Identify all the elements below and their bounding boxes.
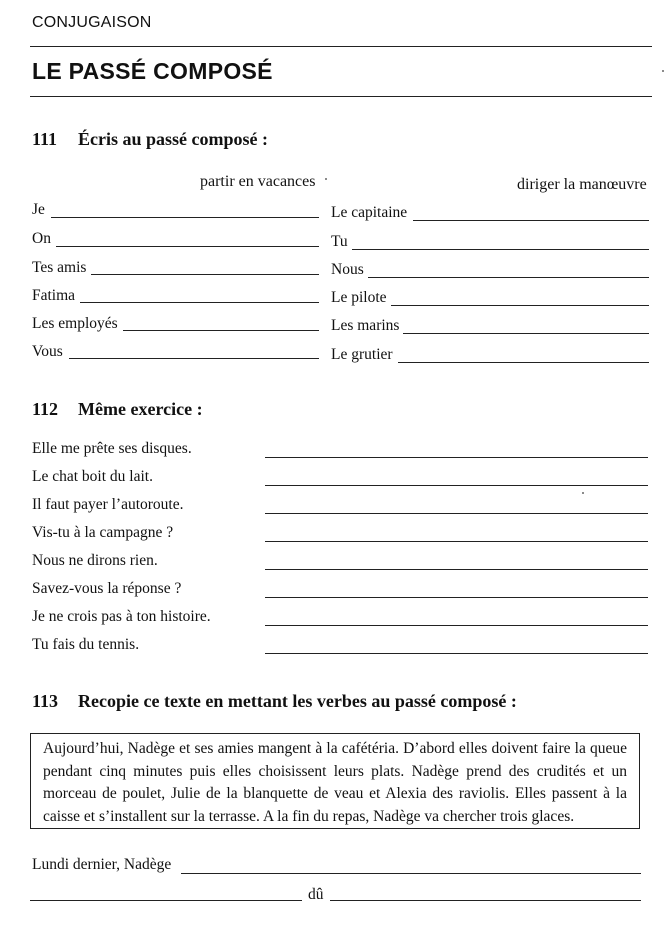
- exercise-113-number: 113: [32, 691, 59, 711]
- ex112-sentence: Nous ne dirons rien.: [32, 552, 158, 569]
- exercise-113-text-box: [30, 733, 640, 829]
- ex111-right-subject: Les marins: [331, 317, 400, 334]
- ex111-right-subject: Le grutier: [331, 346, 393, 363]
- header-top-rule: [30, 46, 652, 47]
- scan-speck: [662, 70, 664, 72]
- category-label: CONJUGAISON: [32, 14, 152, 31]
- ex111-left-subject: Je: [32, 201, 45, 218]
- ex112-sentence: Le chat boit du lait.: [32, 468, 153, 485]
- exercise-111-number: 111: [32, 129, 58, 149]
- scan-speck: [325, 178, 327, 180]
- exercise-111-left-verb: partir en vacances: [200, 173, 316, 190]
- exercise-113-instruction: Recopie ce texte en mettant les verbes au passé composé :: [78, 691, 517, 711]
- answer-line[interactable]: [398, 362, 649, 363]
- answer-start-text: Lundi dernier, Nadège: [32, 856, 172, 873]
- answer-line[interactable]: [91, 274, 319, 275]
- scan-speck: [582, 492, 584, 494]
- answer-line[interactable]: [123, 330, 319, 331]
- exercise-113-text: Aujourd’hui, Nadège et ses amies mangent à la cafétéria. D’abord elles doivent faire la queue pendant cinq minutes puis elles choisissent leurs plats. Nadège prend des crudités et un morceau de poulet, Julie de la blanquette de veau et Alexia des raviolis. Elles passent à la caisse et s’installent sur la terrasse. A la fin du repas, Nadège va chercher trois glaces.: [43, 740, 627, 825]
- answer-line[interactable]: [368, 277, 649, 278]
- ex111-right-subject: Nous: [331, 261, 364, 278]
- answer-line[interactable]: [265, 569, 648, 570]
- answer-middle-text: dû: [308, 886, 324, 903]
- answer-line[interactable]: [265, 485, 648, 486]
- exercise-112-instruction: Même exercice :: [78, 399, 203, 419]
- answer-line[interactable]: [265, 513, 648, 514]
- ex111-right-subject: Tu: [331, 233, 348, 250]
- answer-line[interactable]: [403, 333, 649, 334]
- exercise-111-instruction: Écris au passé composé :: [78, 129, 268, 149]
- ex111-right-subject: Le capitaine: [331, 204, 408, 221]
- answer-line[interactable]: [391, 305, 649, 306]
- ex112-sentence: Je ne crois pas à ton histoire.: [32, 608, 211, 625]
- answer-line[interactable]: [56, 246, 319, 247]
- answer-line[interactable]: [181, 873, 641, 874]
- ex111-left-subject: On: [32, 230, 51, 247]
- answer-line[interactable]: [80, 302, 319, 303]
- answer-line[interactable]: [30, 900, 302, 901]
- answer-line[interactable]: [265, 457, 648, 458]
- ex111-left-subject: Fatima: [32, 287, 76, 304]
- answer-line[interactable]: [265, 653, 648, 654]
- answer-line[interactable]: [265, 541, 648, 542]
- ex111-left-subject: Tes amis: [32, 259, 87, 276]
- ex112-sentence: Savez-vous la réponse ?: [32, 580, 182, 597]
- answer-line[interactable]: [352, 249, 649, 250]
- exercise-112-number: 112: [32, 399, 59, 419]
- answer-line[interactable]: [413, 220, 649, 221]
- ex111-left-subject: Les employés: [32, 315, 118, 332]
- ex112-sentence: Elle me prête ses disques.: [32, 440, 192, 457]
- answer-line[interactable]: [330, 900, 641, 901]
- ex111-right-subject: Le pilote: [331, 289, 387, 306]
- header-bottom-rule: [30, 96, 652, 97]
- ex112-sentence: Tu fais du tennis.: [32, 636, 140, 653]
- exercise-111-right-verb: diriger la manœuvre: [517, 176, 647, 193]
- ex111-left-subject: Vous: [32, 343, 63, 360]
- answer-line[interactable]: [51, 217, 319, 218]
- answer-line[interactable]: [69, 358, 319, 359]
- ex112-sentence: Il faut payer l’autoroute.: [32, 496, 184, 513]
- answer-line[interactable]: [265, 625, 648, 626]
- ex112-sentence: Vis-tu à la campagne ?: [32, 524, 174, 541]
- answer-line[interactable]: [265, 597, 648, 598]
- page-title: LE PASSÉ COMPOSÉ: [32, 58, 273, 84]
